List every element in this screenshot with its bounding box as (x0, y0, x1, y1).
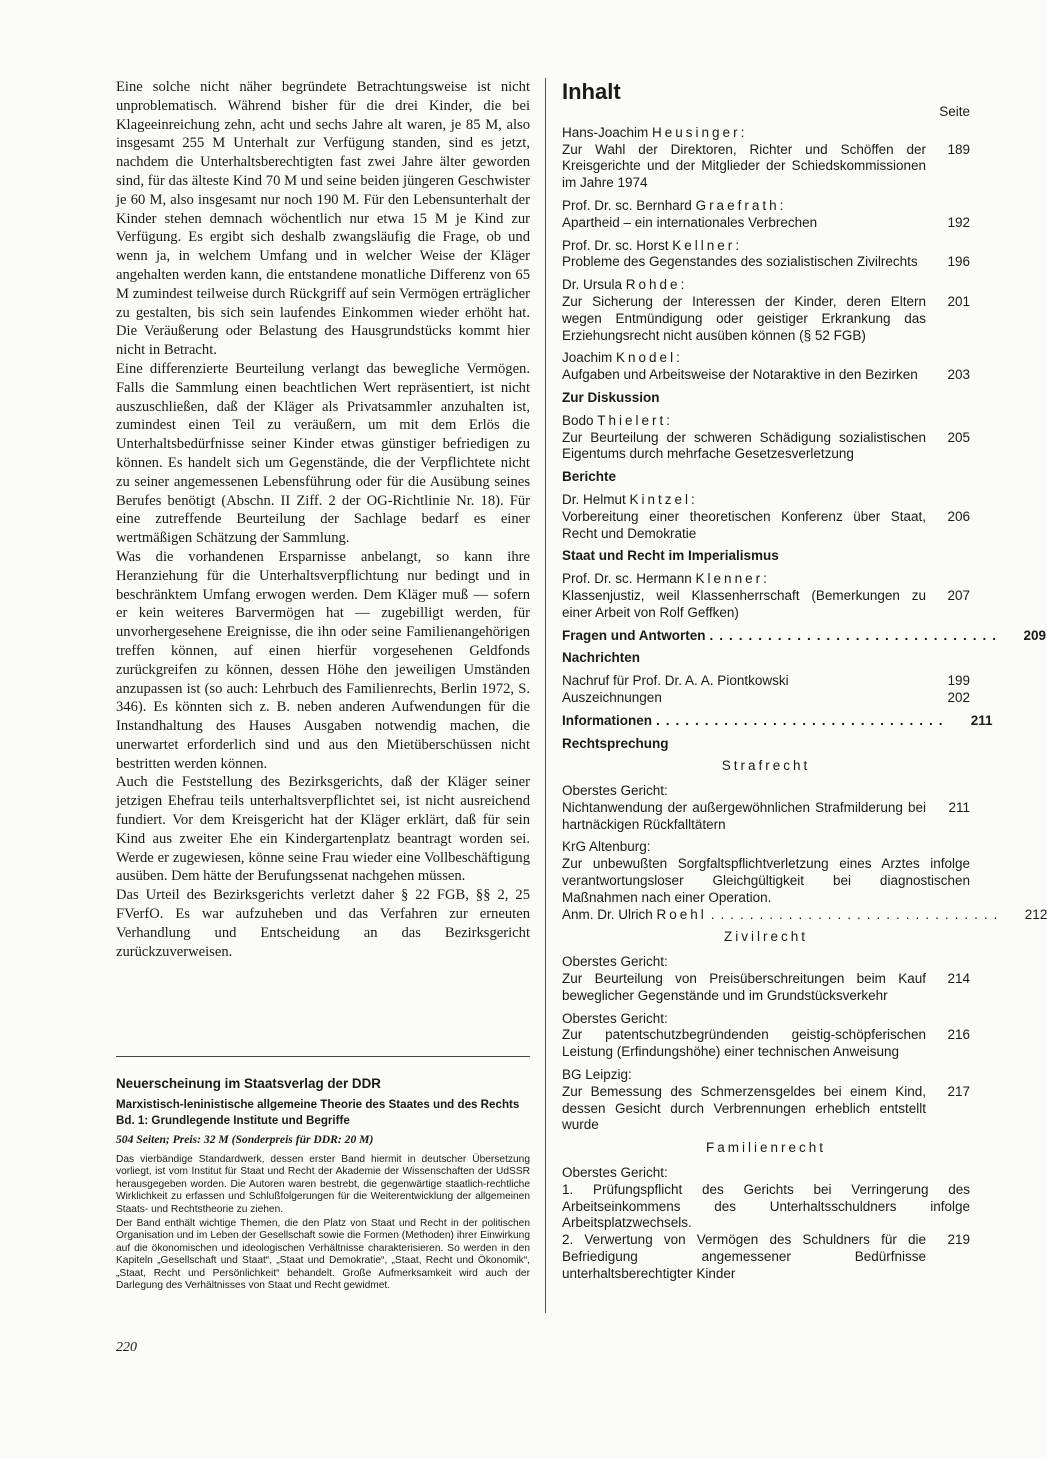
toc-page: 192 (947, 214, 970, 230)
toc-title: Fragen und Antworten (562, 627, 706, 643)
toc-title: 2. Verwertung von Vermögen des Schuldners für die Befriedigung angemessener Bedürfnisse unterhaltsberechtigter Kinder (562, 1232, 926, 1281)
book-price: 504 Seiten; Preis: 32 M (Sonderpreis für DDR: 20 M) (116, 1133, 374, 1146)
toc-page: 212 (1024, 906, 1047, 922)
toc-subsection-heading: Strafrecht (721, 758, 811, 774)
toc-title: Probleme des Gegenstandes des sozialistischen Zivilrechts (562, 254, 918, 270)
toc-court: BG Leipzig: (562, 1067, 632, 1083)
toc-court: Oberstes Gericht: (562, 1010, 668, 1026)
toc-title: Zur Wahl der Direktoren, Richter und Schöffen der Kreisgerichte und der Mitglieder der Schiedskommissionen im Jahre 1974 (562, 141, 926, 191)
article-paragraph: Eine differenzierte Beurteilung verlangt das bewegliche Vermögen. Falls die Sammlung einen beachtlichen Wert repräsentiert, ist nicht auszuschließen, daß der Kläger als Privatsammler anzuhalten ist, zumindest einen Teil zu veräußern, um mit dem Erlös die Unterhaltsbedürfnisse seiner Kinder etwas günstiger befriedigen zu können. Es handelt sich um Gegenstände, die der Verpflichtete nicht zu seiner angemessenen Lebensführung oder für die Ausübung seines Berufes benötigt (Abschn. II Ziff. 2 der OG-Richtlinie Nr. 18). Für eine zutreffende Beurteilung der Sachlage bedarf es einer wertmäßigen Schätzung der Sammlung. (116, 360, 530, 547)
toc-page: 214 (947, 971, 970, 987)
toc-entry[interactable] (562, 690, 970, 707)
toc-section-heading: Rechtsprechung (562, 735, 669, 751)
toc-title: Aufgaben und Arbeitsweise der Notaraktive in den Bezirken (562, 367, 918, 383)
toc-entry[interactable] (562, 571, 970, 621)
toc-page: 201 (947, 293, 970, 309)
toc-page: 202 (947, 689, 970, 705)
toc-title: Zur Beurteilung von Preisüberschreitungen beim Kauf beweglicher Gegenstände und im Grundstücksverkehr (562, 971, 926, 1003)
article-paragraph: Auch die Feststellung des Bezirksgerichts, daß der Kläger seiner jetzigen Ehefrau teils unterhaltsverpflichtet sei, ist nicht ausreichend fundiert. Vor dem Kreisgericht hat der Kläger erklärt, daß für sein Kind aus zweiter Ehe ein Kindergartenplatz beantragt worden sei. Werde er zugewiesen, könne seine Frau wieder eine Vollbeschäftigung ausüben. Dem hätte der Berufungssenat nachgehen müssen. (116, 774, 530, 885)
toc-entry[interactable]: Fragen und Antworten .............................. 209 (562, 627, 1047, 643)
toc-page: 211 (948, 799, 970, 815)
toc-page: 217 (947, 1083, 970, 1099)
toc-title: 1. Prüfungspflicht des Gerichts bei Verringerung des Arbeitseinkommens des Unterhaltsschuldners infolge Arbeitsplatzwechsels. (562, 1181, 970, 1231)
toc-title: Nachruf für Prof. Dr. A. A. Piontkowski (562, 673, 789, 689)
toc-title: Auszeichnungen (562, 689, 662, 705)
toc-court: Oberstes Gericht: (562, 1165, 668, 1181)
toc-page: 216 (947, 1027, 970, 1043)
toc-author: Dr. Helmut Kintzel: (562, 491, 695, 507)
notice-paragraph: Das vierbändige Standardwerk, dessen erster Band hiermit in deutscher Übersetzung vorliegt, ist vom Institut für Staat und Recht der Akademie der Wissenschaften der UdSSR herausgegeben worden. Die Autoren waren bestrebt, die gegenwärtige staatlich-rechtliche Wirklichkeit zu erfassen und Schlußfolgerungen für die Weiterentwicklung der allgemeinen Staats- und Rechtstheorie zu ziehen. (116, 1154, 530, 1215)
book-title: Marxistisch-leninistische allgemeine Theorie des Staates und des Rechts Bd. 1: Grundlegende Institute und Begriffe (116, 1098, 520, 1127)
toc-author: Prof. Dr. sc. Horst Kellner: (562, 237, 740, 253)
article-paragraph: Eine solche nicht näher begründete Betrachtungsweise ist nicht unproblematisch. Während bisher für die drei Kinder, die bei Klageeinreichung zehn, acht und sechs Jahre alt waren, je 85 M, also insgesamt 255 M Unterhalt zur Verfügung standen, sind es jetzt, nachdem die Unterhaltsberechtigten fast zwei Jahre älter geworden sind, für das älteste Kind 70 M und seine beiden jüngeren Geschwister je 60 M, also insgesamt nur noch 190 M. Für den Lebensunterhalt der Kinder stehen demnach wöchentlich nur etwa 15 M je Kind zur Verfügung. Es ergibt sich deshalb zwangsläufig die Frage, ob und wenn ja, in welchem Umfang und in welcher Weise der Kläger angehalten werden kann, die entstandene monatliche Differenz von 65 M zumindest teilweise durch Rückgriff auf sein Vermögen erträglicher zu gestalten, bis sich sein laufendes Einkommen wieder erhöht hat. Die Veräußerung oder Belastung des Hausgrundstücks kommt hier nicht in Betracht. (116, 79, 530, 359)
toc-author: Hans-Joachim Heusinger: (562, 124, 745, 140)
toc-title: Informationen (562, 712, 652, 728)
notice-paragraph: Der Band enthält wichtige Themen, die den Platz von Staat und Recht in der politischen Organisation und im Leben der Gesellschaft sowie die Formen (Methoden) ihrer Einwirkung auf die ökonomischen und ideologischen Verhältnisse charakterisieren. So werden in den Kapiteln „Gesellschaft und Staat“, „Staat und Demokratie“, „Staat, Recht und Ökonomik“, „Staat, Recht und Persönlichkeit“ behandelt. Große Aufmerksamkeit wird auch der Darlegung des Verhältnisses von Staat und Recht gewidmet. (116, 1218, 530, 1292)
toc-page: 205 (947, 429, 970, 445)
toc-title: Vorbereitung einer theoretischen Konferenz über Staat, Recht und Demokratie (562, 508, 926, 541)
toc-subsection-heading: Zivilrecht (723, 929, 808, 945)
toc-title: Nichtanwendung der außergewöhnlichen Strafmilderung bei hartnäckigen Rückfalltätern (562, 799, 926, 832)
toc-entry[interactable] (562, 238, 970, 272)
toc-title: Zur Bemessung des Schmerzensgeldes bei einem Kind, dessen Gesicht durch Verbrennungen erheblich entstellt wurde (562, 1083, 926, 1133)
section-divider (116, 1056, 530, 1057)
toc-title: Zur unbewußten Sorgfaltspflichtverletzung eines Arztes infolge verantwortungsloser Gleichgültigkeit bei diagnostischen Maßnahmen nach einer Operation. (562, 856, 970, 905)
page-number: 220 (116, 1340, 137, 1355)
toc-section-heading: Zur Diskussion (562, 389, 660, 405)
toc-court: KrG Altenburg: (562, 839, 651, 855)
toc-entry[interactable] (562, 492, 970, 542)
toc-author: Prof. Dr. sc. Bernhard Graefrath: (562, 197, 784, 213)
toc-entry[interactable] (562, 277, 970, 344)
toc-author: Bodo Thielert: (562, 412, 671, 428)
toc-title: Zur Sicherung der Interessen der Kinder, deren Eltern wegen Entmündigung oder geistiger Erkrankung das Erziehungsrecht nicht ausüben können (§ 52 FGB) (562, 293, 926, 343)
toc-title: Apartheid – ein internationales Verbrechen (562, 214, 818, 230)
toc-entry[interactable]: Informationen .............................. 211 (562, 712, 993, 728)
table-of-contents (562, 78, 1047, 1289)
toc-court: Oberstes Gericht: (562, 783, 668, 799)
article-paragraph: Das Urteil des Bezirksgerichts verletzt daher § 22 FGB, §§ 2, 25 FVerfO. Es war aufzuheben und das Verfahren zur erneuten Verhandlung und Entscheidung an das Bezirksgericht zurückzuverweisen. (116, 887, 530, 960)
toc-section-heading: Staat und Recht im Imperialismus (562, 548, 779, 564)
article-paragraph: Was die vorhandenen Ersparnisse anbelangt, so kann ihre Heranziehung für die Unterhaltsverpflichtung nur bedingt und in beschränktem Umfang erwogen werden. Dem Kläger muß — sofern er kein weiteres Barvermögen hat — zugebilligt werden, für unvorhergesehene Ereignisse, die ihn oder seine Familienangehörigen treffen können, auf einen hierfür vorgesehenen Geldfonds zurückgreifen zu können, dessen Höhe den jeweiligen Umständen anzupassen ist (so auch: Lehrbuch des Familienrechts, Berlin 1972, S. 346). Es könnten sich z. B. neben anderen Aufwendungen für die Instandhaltung des Hauses Ausgaben notwendig machen, die unerwartet erforderlich sind und aus den Mietüberschüssen nicht bestritten werden können. (116, 548, 530, 772)
toc-section-heading: Berichte (562, 469, 617, 485)
notice-title: Neuerscheinung im Staatsverlag der DDR (116, 1076, 381, 1091)
toc-page-label: Seite (939, 104, 970, 119)
toc-entry[interactable] (562, 125, 970, 192)
toc-entry[interactable] (562, 413, 970, 463)
toc-entry[interactable] (562, 954, 970, 1004)
article-continuation (116, 78, 530, 961)
toc-entry[interactable] (562, 198, 970, 232)
toc-court: Oberstes Gericht: (562, 954, 668, 970)
toc-entry[interactable]: KrG Altenburg: Zur unbewußten Sorgfaltspflichtverletzung eines Arztes infolge verantwortungsloser Gleichgültigkeit bei diagnostischen Maßnahmen nach einer Operation. Anm. Dr. Ulrich Roehl .............................. 212 (562, 839, 1047, 922)
toc-title: Zur Beurteilung der schweren Schädigung sozialistischen Eigentums durch mehrfache Gesetzesverletzung (562, 429, 926, 462)
toc-entry[interactable] (562, 1165, 970, 1283)
toc-title: Klassenjustiz, weil Klassenherrschaft (Bemerkungen zu einer Arbeit von Rolf Geffken) (562, 587, 926, 620)
toc-page: 196 (947, 254, 970, 270)
toc-page: 211 (970, 712, 993, 728)
toc-page: 206 (947, 508, 970, 524)
toc-page: 203 (947, 367, 970, 383)
toc-title: Zur patentschutzbegründenden geistig-schöpferischen Leistung (Erfindungshöhe) einer technischen Anweisung (562, 1027, 926, 1060)
publication-notice (116, 1076, 530, 1294)
toc-entry[interactable] (562, 1011, 970, 1061)
toc-entry[interactable] (562, 783, 970, 833)
toc-page: 189 (947, 141, 970, 157)
toc-page: 219 (947, 1232, 970, 1248)
toc-heading: Inhalt (562, 79, 621, 104)
toc-page: 207 (947, 587, 970, 603)
toc-entry[interactable] (562, 673, 970, 690)
toc-page: 209 (1023, 627, 1047, 643)
toc-author: Prof. Dr. sc. Hermann Klenner: (562, 571, 767, 587)
toc-annotation: Anm. Dr. Ulrich Roehl (562, 906, 707, 922)
toc-page: 199 (947, 673, 970, 689)
toc-subsection-heading: Familienrecht (705, 1140, 827, 1156)
column-divider (545, 78, 546, 1313)
toc-section-heading: Nachrichten (562, 650, 641, 666)
toc-author: Joachim Knodel: (562, 350, 680, 366)
toc-entry[interactable] (562, 350, 970, 384)
toc-entry[interactable] (562, 1067, 970, 1134)
toc-author: Dr. Ursula Rohde: (562, 277, 685, 293)
